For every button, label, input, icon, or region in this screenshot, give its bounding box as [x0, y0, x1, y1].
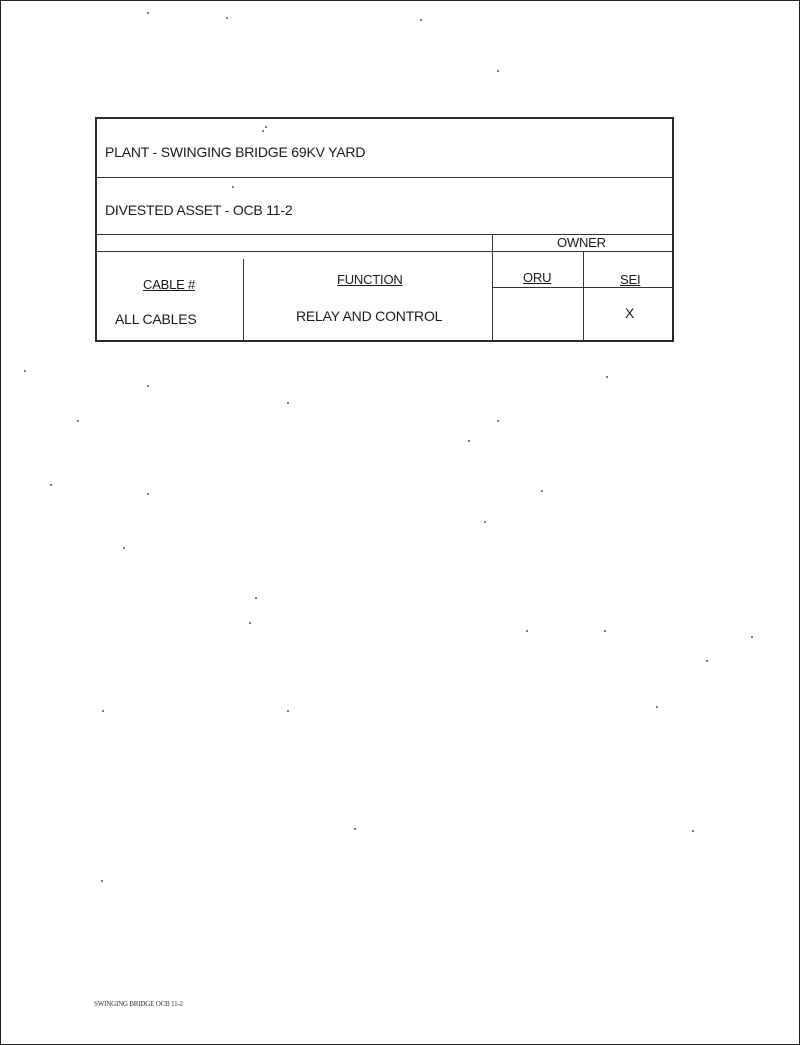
table-rule [97, 177, 672, 178]
table-rule [583, 251, 584, 342]
owner-header: OWNER [557, 235, 606, 250]
table-cell-cable: ALL CABLES [115, 311, 197, 327]
column-header-cable: CABLE # [143, 277, 196, 292]
table-rule [243, 259, 244, 342]
table-rule [492, 234, 493, 342]
table-rule [97, 251, 672, 252]
table-cell-function: RELAY AND CONTROL [296, 308, 443, 324]
asset-title: DIVESTED ASSET - OCB 11-2 [105, 202, 293, 218]
plant-title: PLANT - SWINGING BRIDGE 69KV YARD [105, 144, 366, 160]
column-header-function: FUNCTION [337, 272, 403, 287]
table-cell-sei: X [625, 305, 635, 321]
divested-asset-table [95, 117, 674, 342]
table-rule [492, 287, 672, 288]
footer-label: SWINGING BRIDGE OCB 11-2 [94, 1000, 183, 1008]
column-header-sei: SEI [620, 272, 641, 287]
column-header-oru: ORU [523, 270, 552, 285]
